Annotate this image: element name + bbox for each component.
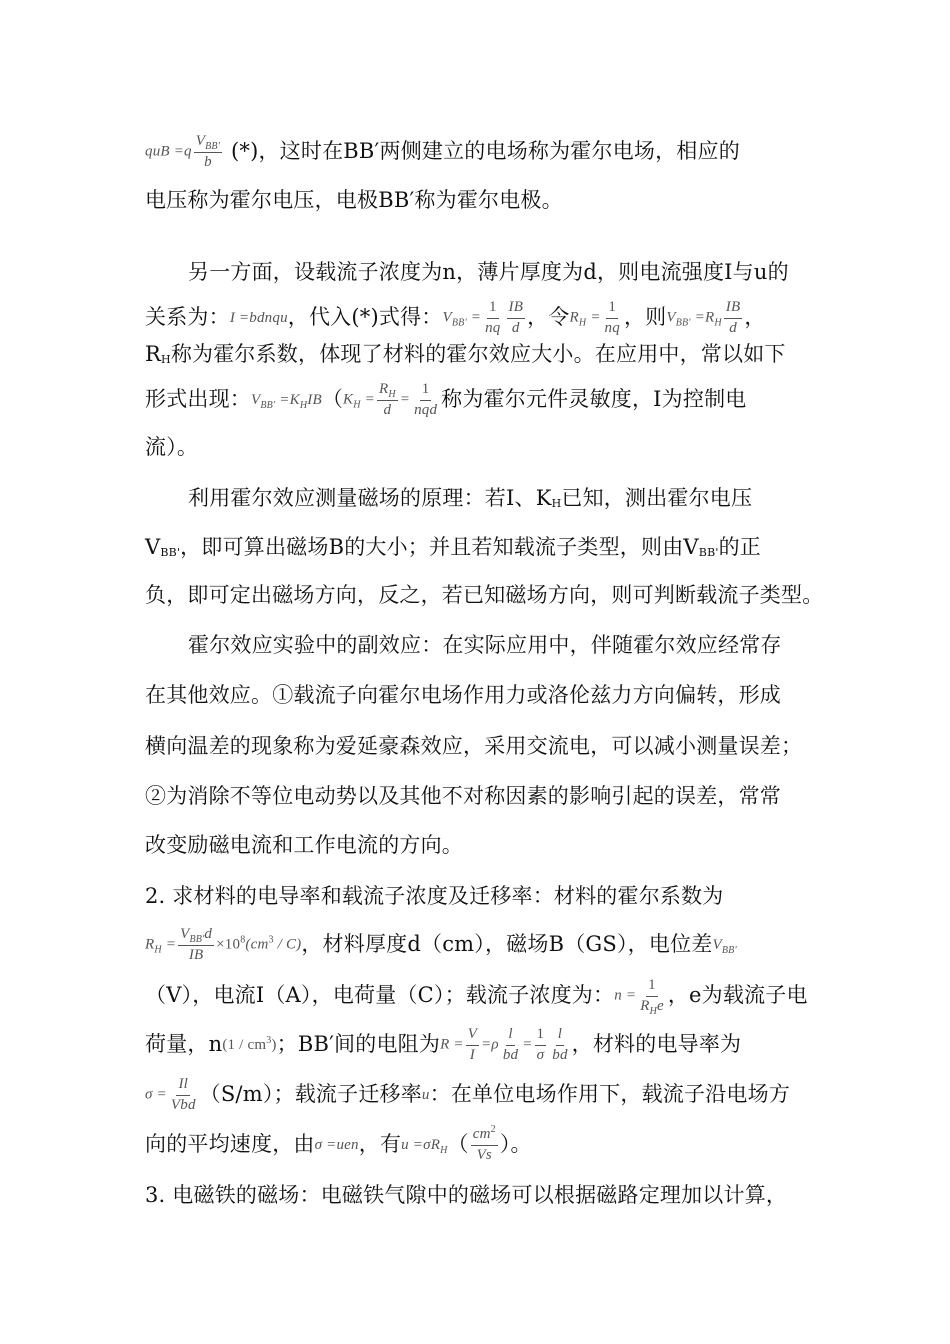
- section-heading-2: 2. 求材料的电导率和载流子浓度及迁移率：材料的霍尔系数为: [145, 884, 724, 908]
- formula-sigma: σ =uen: [314, 1137, 359, 1153]
- formula-mobility: $u =\sigma R_H$: [401, 1137, 448, 1156]
- text-line-2: 电压称为霍尔电压，电极BB′称为霍尔电极。: [145, 188, 563, 212]
- formula-mobility-unit: $\frac{cm^2}{Vs}$: [472, 1124, 496, 1163]
- text-line-9: VBB'，即可算出磁场B的大小；并且若知载流子类型，则由VBB'的正: [145, 535, 761, 559]
- text-line-8: 利用霍尔效应测量磁场的原理：若I、KH已知，测出霍尔电压: [188, 486, 753, 510]
- text-line-11: 霍尔效应实验中的副效应：在实际应用中，伴随霍尔效应经常存: [188, 633, 782, 657]
- text-line-12: 在其他效应。①载流子向霍尔电场作用力或洛伦兹力方向偏转，形成: [145, 683, 781, 707]
- formula-sensitivity-form: $V_{BB'} =K_HIB$: [251, 392, 322, 411]
- formula-unit-cm3: $(1 / cm^3)$: [222, 1035, 277, 1053]
- text-line-21: 向的平均速度，由σ =uen，有$u =\sigma R_H$（ $\frac{cm^2}{Vs}$ ）。: [145, 1124, 532, 1163]
- text-line-18: （V），电流I（A），电荷量（C）；载流子浓度为：n = $\frac{1}{R_He}$ ，e为载流子电: [145, 977, 808, 1017]
- formula-rh-measure: $R_H$ = $\frac{V_{BB'}d}{IB}$ $\times 10^8(cm^3 / C)$: [145, 926, 302, 963]
- text-line-17: $R_H$ = $\frac{V_{BB'}d}{IB}$ $\times 10^8(cm^3 / C)$，材料厚度d（cm），磁场B（GS），电位差$V_{BB'}$: [145, 926, 737, 963]
- text-line-7: 流）。: [145, 435, 199, 459]
- text-line-13: 横向温差的现象称为爱延豪森效应，采用交流电，可以减小测量误差；: [145, 734, 803, 758]
- formula-mobility-symbol: u: [421, 1087, 430, 1103]
- text-line-5: RH称为霍尔系数，体现了材料的霍尔效应大小。在应用中，常以如下: [145, 342, 786, 366]
- text-line-4: 关系为：I =bdnqu，代入(*)式得：$V_{BB'}$ = $\frac{1}{nq}$ $\frac{IB}{d}$ ，令$R_H$ = $\frac{1}{nq}$ ，则$V_{BB'} =R_H$ $\frac{IB}{d}$ ，: [145, 299, 766, 336]
- text-line-3: 另一方面，设载流子浓度为n，薄片厚度为d，则电流强度I与u的: [188, 260, 789, 284]
- formula-hall-force: quB =q $\frac{V_{BB'}}{b}$: [145, 133, 221, 170]
- formula-potential-diff: $V_{BB'}$: [712, 937, 737, 956]
- text-line-15: 改变励磁电流和工作电流的方向。: [145, 833, 463, 857]
- formula-hall-voltage: $V_{BB'}$ = $\frac{1}{nq}$ $\frac{IB}{d}$: [442, 299, 524, 336]
- formula-hall-coefficient: $R_H$ = $\frac{1}{nq}$: [569, 299, 620, 336]
- text-line-20: σ = $\frac{Il}{\text{Vbd}}$ （S/m）；载流子迁移率u：在单位电场作用下，载流子沿电场方: [145, 1076, 791, 1113]
- text-line-10: 负，即可定出磁场方向，反之，若已知磁场方向，则可判断载流子类型。: [145, 583, 824, 607]
- formula-current: I =bdnqu: [229, 310, 288, 326]
- text-line-6: 形式出现：$V_{BB'} =K_HIB(K_H$ = $\frac{R_H}{d}$ = $\frac{1}{\text{nqd}}$ 称为霍尔元件灵敏度，I为控制电: [145, 381, 747, 418]
- formula-carrier-concentration: n = $\frac{1}{R_He}$: [614, 977, 664, 1017]
- formula-resistance: R = $\frac{V}{I}$ =ρ $\frac{l}{bd}$ = $\frac{1}{\sigma}$ $\frac{l}{bd}$: [440, 1026, 568, 1063]
- formula-sensitivity: $K_H$ = $\frac{R_H}{d}$ = $\frac{1}{\text{nqd}}$: [343, 381, 438, 418]
- text-line-1: quB =q $\frac{V_{BB'}}{b}$ (*)，这时在BB′两侧建立的电场称为霍尔电场，相应的: [145, 133, 740, 170]
- section-heading-3: 3. 电磁铁的磁场：电磁铁气隙中的磁场可以根据磁路定理加以计算，: [145, 1183, 788, 1207]
- formula-conductivity: σ = $\frac{Il}{\text{Vbd}}$: [145, 1076, 196, 1113]
- text-line-19: 荷量，$n(1 / cm^3)$；BB′间的电阻为R = $\frac{V}{I}$ =ρ $\frac{l}{bd}$ = $\frac{1}{\sigma}$ $\frac{l}{bd}$ ，材料的电导率为: [145, 1026, 742, 1063]
- text-line-14: ②为消除不等位电动势以及其他不对称因素的影响引起的误差，常常: [145, 784, 781, 808]
- formula-hall-voltage-rh: $V_{BB'} =R_H$ $\frac{IB}{d}$: [666, 299, 741, 336]
